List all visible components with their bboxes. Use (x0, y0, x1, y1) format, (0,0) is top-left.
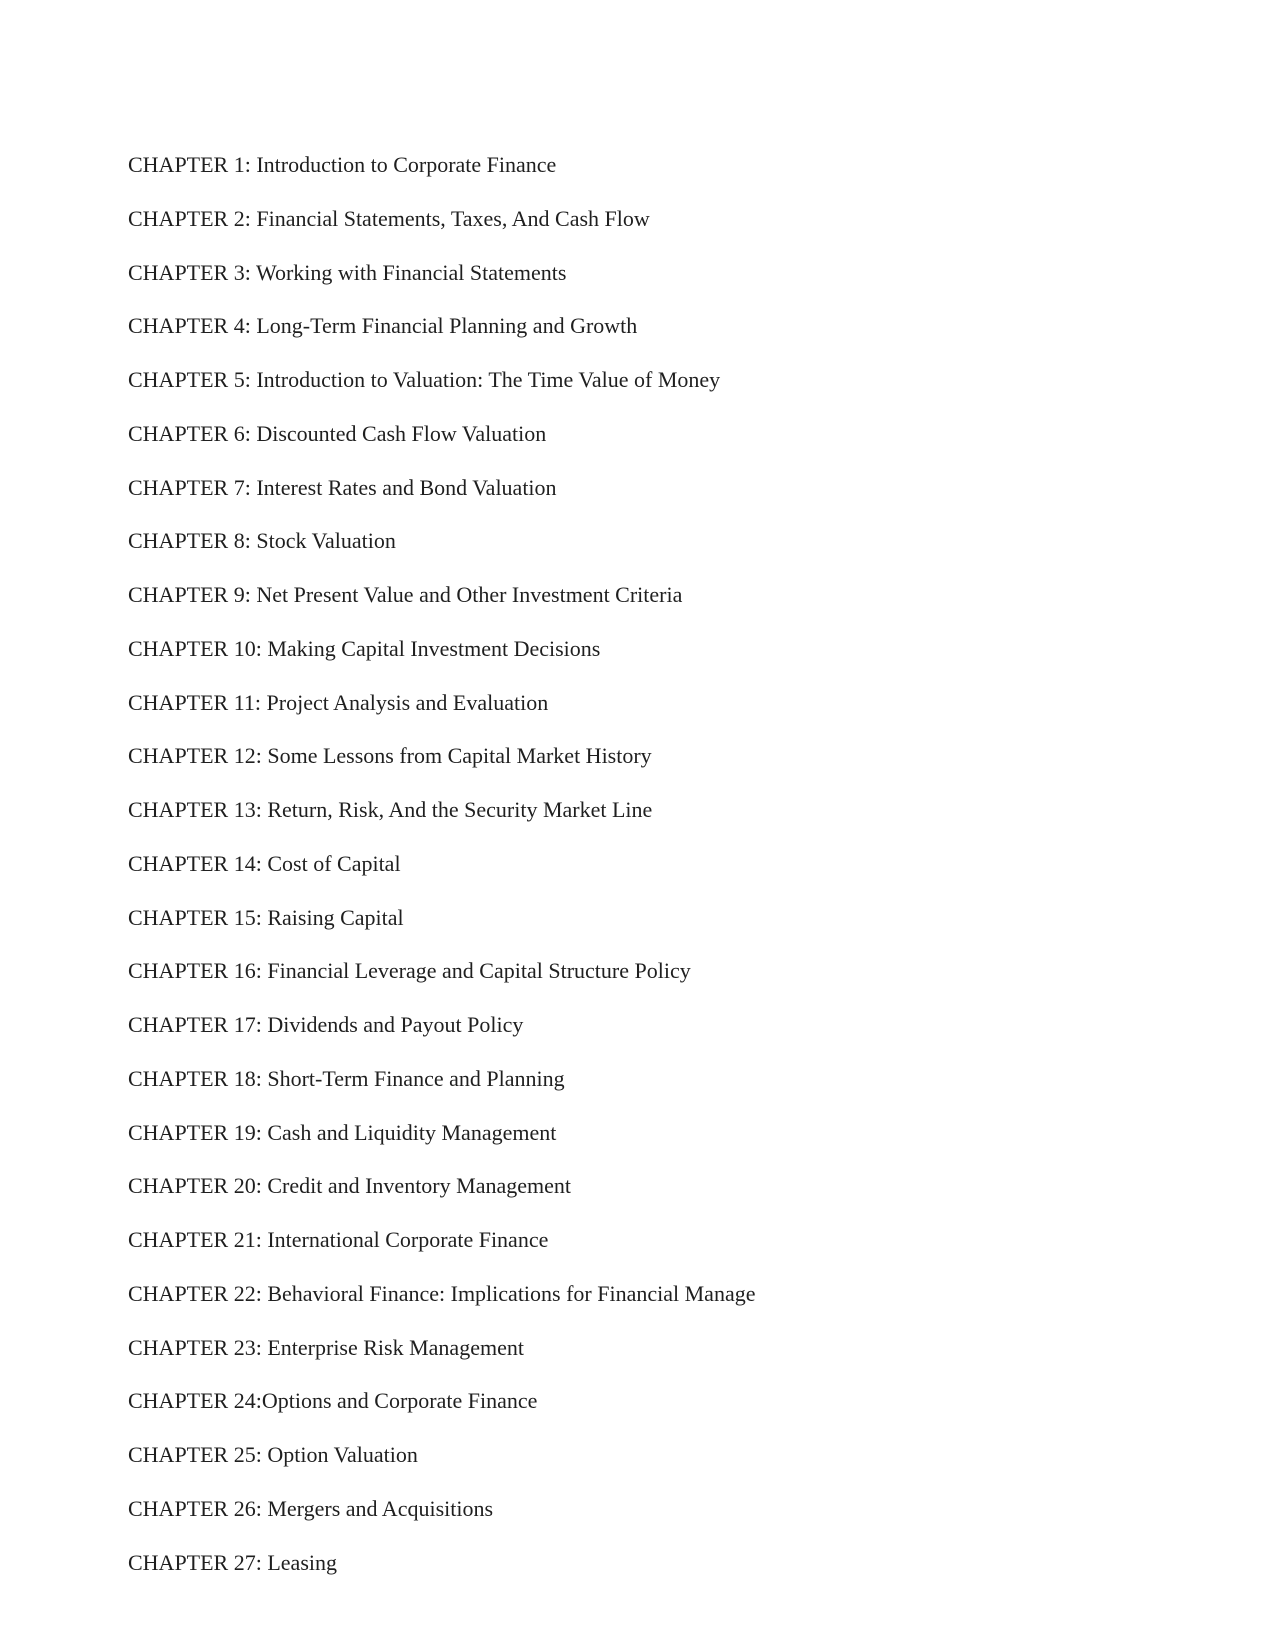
chapter-item: CHAPTER 3: Working with Financial Statements (128, 259, 567, 285)
chapter-item: CHAPTER 2: Financial Statements, Taxes, And Cash Flow (128, 205, 650, 231)
chapter-item: CHAPTER 21: International Corporate Finance (128, 1227, 549, 1252)
chapter-item: CHAPTER 12: Some Lessons from Capital Market History (128, 743, 652, 769)
chapter-list (128, 152, 755, 1603)
chapter-item: CHAPTER 22: Behavioral Finance: Implications for Financial Manage (128, 1280, 756, 1306)
chapter-item: CHAPTER 6: Discounted Cash Flow Valuation (128, 420, 547, 446)
chapter-item: CHAPTER 9: Net Present Value and Other Investment Criteria (128, 582, 683, 607)
chapter-item: CHAPTER 13: Return, Risk, And the Security Market Line (128, 797, 653, 822)
chapter-item: CHAPTER 23: Enterprise Risk Management (128, 1334, 524, 1360)
chapter-item: CHAPTER 20: Credit and Inventory Management (128, 1173, 571, 1199)
chapter-item: CHAPTER 4: Long-Term Financial Planning and Growth (128, 313, 638, 339)
chapter-item: CHAPTER 14: Cost of Capital (128, 850, 401, 876)
chapter-item: CHAPTER 16: Financial Leverage and Capital Structure Policy (128, 958, 691, 984)
chapter-item: CHAPTER 8: Stock Valuation (128, 528, 396, 554)
chapter-item: CHAPTER 24:Options and Corporate Finance (128, 1388, 538, 1414)
chapter-item: CHAPTER 18: Short-Term Finance and Planning (128, 1065, 565, 1091)
chapter-item: CHAPTER 19: Cash and Liquidity Management (128, 1119, 557, 1145)
chapter-item: CHAPTER 25: Option Valuation (128, 1442, 418, 1467)
chapter-item: CHAPTER 10: Making Capital Investment Decisions (128, 635, 601, 661)
chapter-item: CHAPTER 5: Introduction to Valuation: The Time Value of Money (128, 367, 721, 392)
chapter-item: CHAPTER 11: Project Analysis and Evaluation (128, 689, 549, 715)
chapter-item: CHAPTER 15: Raising Capital (128, 904, 404, 930)
chapter-item: CHAPTER 27: Leasing (128, 1549, 337, 1575)
chapter-item: CHAPTER 1: Introduction to Corporate Finance (128, 152, 557, 177)
chapter-item: CHAPTER 26: Mergers and Acquisitions (128, 1495, 494, 1521)
chapter-item: CHAPTER 17: Dividends and Payout Policy (128, 1012, 524, 1037)
chapter-item: CHAPTER 7: Interest Rates and Bond Valuation (128, 474, 557, 500)
